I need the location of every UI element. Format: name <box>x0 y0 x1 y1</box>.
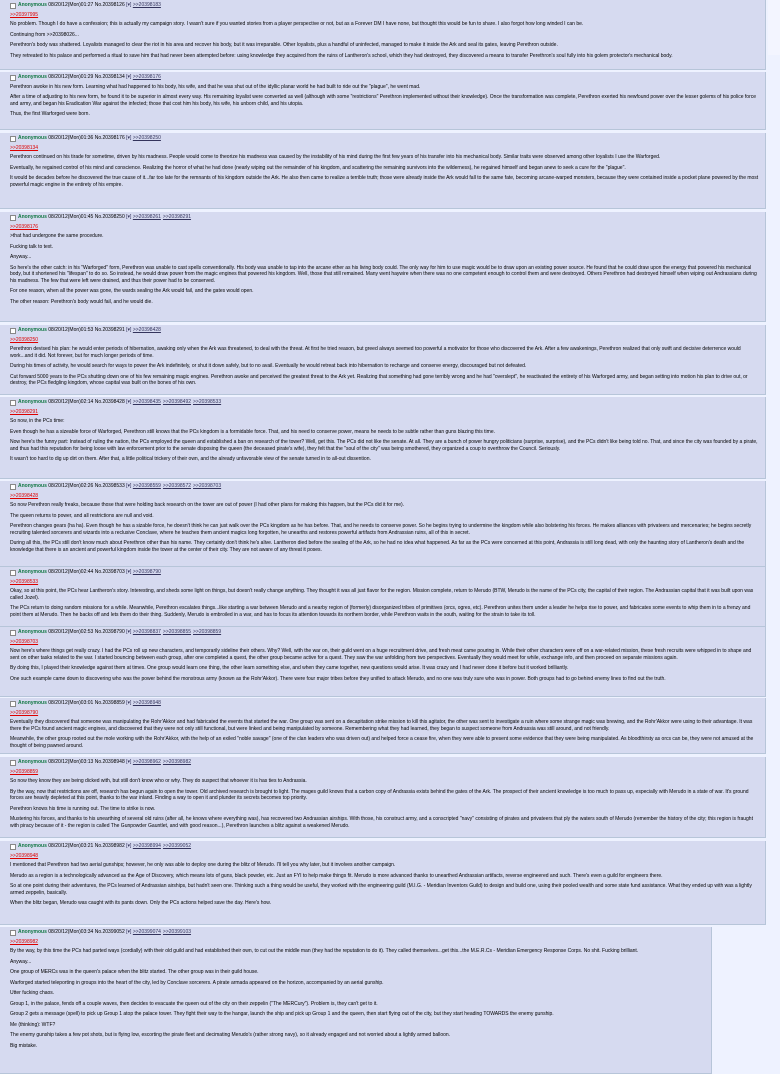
post-select-checkbox[interactable] <box>10 760 16 766</box>
post-paragraph: When the blitz began, Merudo was caught with its pants down. Only the PCs actions helped save the day. Here's how. <box>10 900 272 906</box>
post <box>0 927 712 1074</box>
poster-name: Anonymous <box>18 759 47 765</box>
backlink[interactable]: >>20398837 <box>132 629 161 635</box>
post-paragraph: Mustering his forces, and thanks to his unearthing of several old ruins (after all, he knows where everything was), has recovered two Andrassian airships. With those, his construct army, and a conscripted "navy" consisting of pirates and privateers that ply the waters south of Merudo (remember the history of the city; this region is fraught with piracy because of it - the region is called The Gunpowder Gauntlet, and with good reason...), Perethron launches a blitz against a weakened Merudo. <box>10 816 753 829</box>
post <box>0 627 766 697</box>
quote-link[interactable]: >>20398134 <box>10 144 39 151</box>
post-select-checkbox[interactable] <box>10 400 16 406</box>
post-paragraph: Perethron continued on his tirade for sometime, driven by his madness. People would come to theorize his madness was caused by the instability of his mind during the first few years of his transfer into his mechanical body. Similar traits were observed among other loyalists I use the Warforged. <box>10 154 661 160</box>
post-paragraph: So now Perethron really freaks, because those that were holding back research on the tower are out of power (I had other plans for making this happen, but the PCs did it for me). <box>10 502 405 508</box>
post-paragraph: During all this, the PCs still don't know much about Perethron other than his name. They certainly don't think he's alive. Lantheron died before the sealing of the Ark, so he had no idea what happened. As far as the PCs were concerned at this point, Andrassia is still long dead, with only the haunting story of Lantheron's death and the knowledge that there is an ancient and powerful kingdom inside the tower at the center of their city. They are not aware of any threat it poses. <box>10 540 745 553</box>
post-paragraph: So here's the other catch: in his "Warforged" form, Perethron was unable to cast spells conventionally. His body was unable to tap into the arcane ether as his living body could. The only way for him to use magic would be to draw upon an existing power source. He found that he could draw upon the energy that powered his mechanical body, but it shortened his "lifespan" to do so. So instead, he would draw power from the magic engines that powered his kingdom. Well, those that still remained. Many went haywire when there was no one competent enough to control them and were destroyed. Others Perethron had destroyed himself when wiping out Andrassians during his madness. The few that were left were drained, and thus their power had to be conserved. <box>10 264 757 284</box>
quote-link[interactable]: >>20397995 <box>10 11 39 18</box>
post-date: 08/20/12(Mon)02:14 <box>48 399 94 405</box>
post-date: 08/20/12(Mon)03:13 <box>48 759 94 765</box>
post-header <box>10 759 759 766</box>
post-select-checkbox[interactable] <box>10 136 16 142</box>
quote-link[interactable]: >>20398250 <box>10 336 39 343</box>
post-paragraph: Even though he has a sizeable force of Warforged, Perethron still knows that the PCs kingdom is a formidable force. That, and his need to conserve power, means he needs to be subtle rather than guns blazing this time. <box>10 428 495 435</box>
post-paragraph: For one reason, when all the power was gone, the wards sealing the Ark would fail, and the gates would open. <box>10 288 254 294</box>
quote-link[interactable]: >>20398703 <box>10 638 39 645</box>
post-menu-button[interactable]: [▾] <box>126 135 132 141</box>
backlink[interactable]: >>20398859 <box>193 629 222 635</box>
backlink[interactable]: >>20398176 <box>132 74 161 80</box>
backlink[interactable]: >>20399103 <box>162 929 192 935</box>
post-menu-button[interactable]: [▾] <box>126 759 132 765</box>
post-body <box>10 84 759 118</box>
post-paragraph: Eventually, he regained control of his mind and conscience. Realizing the horror of what he had done (nearly wiping out the remainder of his kingdom, and scattering the remaining survivors into the wilderness), he regained himself and began anew to seek a cure for the "plague". <box>10 164 626 171</box>
post-paragraph: So at one point during their adventures, the PCs learned of Andrassian airships, but hadn't seen one. Thinking such a thing would be useful, they worked with the engineering guild (M.I.G. - Meridian Inventors Guild) to design and build one, using their pooled wealth and some state fund assistance. What they ended up with was a lightly armed zeppelin, basically. <box>10 883 752 896</box>
post-paragraph: Warforged started teleporting in groups into the heart of the city, led by Conclave sorcerers. A pirate armada appeared on the horizon, accompanied by an aerial gunship. <box>10 979 384 986</box>
post-body <box>10 579 759 619</box>
poster-name: Anonymous <box>18 135 47 141</box>
post-paragraph: Me (thinking): WTF? <box>10 1021 56 1028</box>
backlink[interactable]: >>20398492 <box>162 399 192 405</box>
post-number[interactable]: No.20398428 <box>94 399 125 405</box>
backlink[interactable]: >>20398250 <box>132 135 161 141</box>
post-header <box>10 483 759 490</box>
post-date: 08/20/12(Mon)03:34 <box>48 929 94 935</box>
poster-name: Anonymous <box>18 700 47 706</box>
post-number[interactable]: No.20398134 <box>94 74 125 80</box>
post-select-checkbox[interactable] <box>10 701 16 707</box>
poster-name: Anonymous <box>18 399 47 405</box>
post-number[interactable]: No.20398948 <box>94 759 125 765</box>
post-select-checkbox[interactable] <box>10 215 16 221</box>
post <box>0 481 766 567</box>
post-date: 08/20/12(Mon)02:44 <box>48 569 94 575</box>
post-body <box>10 493 759 554</box>
post-paragraph: So now they know they are being dicked with, but still don't know who or why. They do suspect that whoever it is has ties to Andrassia. <box>10 778 307 784</box>
post-header <box>10 700 759 707</box>
poster-name: Anonymous <box>18 214 47 220</box>
post-paragraph: By the way, now that restrictions are off, research has begun again to open the tower. Old archived research is brought to light. The mages guild knows that a carbon copy of Andrassia exists behind the gates of the Ark. The prospect of their ancient knowledge is too much to pass up, especially with Merudo in a state of war. It's ground forces are heavily depleted at this point, thanks to the war inland. Finding a way to open it and plunder its secrets becomes top priority. <box>10 788 749 801</box>
post <box>0 698 766 754</box>
post-paragraph: Now here's the funny part: Instead of ruling the nation, the PCs employed the queen and established a ban on research of the tower? Well, get this. The PCs did not like the senate. At all. They are a bunch of power hungry politicians (surprise, surprise), and the PCs didn't like being told no. That, and since the city was founded by a pirate, and thus had this reputation for being loose with law enforcement prior to the senate disposing the queen (the deceased pirate's wife), they felt that the "soul of the city" was being smothered, they organized a coup to overthrow the Council. Seriously. <box>10 439 758 452</box>
backlink[interactable]: >>20398559 <box>132 483 161 489</box>
quote-link[interactable]: >>20398176 <box>10 223 39 230</box>
backlink[interactable]: >>20398533 <box>193 399 222 405</box>
post-body <box>10 224 759 306</box>
post-date: 08/20/12(Mon)01:45 <box>48 214 94 220</box>
post-date: 08/20/12(Mon)01:29 <box>48 74 94 80</box>
post-select-checkbox[interactable] <box>10 844 16 850</box>
post-paragraph: Meanwhile, the other group rooted out the mole working with the Rohr'Akkor, with the help of an exiled "noble savage" (one of the clan leaders who was driven out) and helped force a cease fire, when they were able to present some evidence that they were being manipulated. As bloodthirsty as orcs can be, they were not amused at the thought of being pawned around. <box>10 736 754 749</box>
post-menu-button[interactable]: [▾] <box>126 700 132 706</box>
post-paragraph: One group of MERCs was in the queen's palace when the blitz started. The other group was in their guild house. <box>10 969 259 975</box>
post-paragraph: The other reason: Perethron's body would fail, and he would die. <box>10 298 153 305</box>
post-menu-button[interactable]: [▾] <box>126 399 132 405</box>
poster-name: Anonymous <box>18 483 47 489</box>
post-body <box>10 409 759 463</box>
backlink[interactable]: >>20398855 <box>162 629 192 635</box>
post-paragraph: No problem. Though I do have a confession; this is actually my campaign story. I wasn't sure if you wanted stories from a player perspective or not, but as a Forever DM I have none, but thought this would be fun to share. I also forgot how long winded I can be. <box>10 21 584 27</box>
post-number[interactable]: No.20398176 <box>94 135 125 141</box>
post-select-checkbox[interactable] <box>10 328 16 334</box>
post-header <box>10 569 759 576</box>
post-body <box>10 639 759 683</box>
post <box>0 133 766 209</box>
post-number[interactable]: No.20398859 <box>94 700 125 706</box>
post-paragraph: Perethron's body was shattered. Loyalists managed to clear the riot in his area and recover his body, but it was irreparable. Other loyalists, plus a handful of uninfected, managed to make it inside the Ark and seal its gates, leaving Perethron outside. <box>10 42 558 48</box>
post-number[interactable]: No.20398790 <box>94 629 125 635</box>
post-menu-button[interactable]: [▾] <box>126 569 132 575</box>
post-paragraph: One such example came down to discovering who was the power behind the monstrous army (known as the Rohr'Akkor). There were four major tribes before they unified to attack Merudo, and no one was truly sure who was in power. Both groups had to go behind enemy lines to find out the truth. <box>10 675 666 682</box>
post-paragraph: Eventually they discovered that someone was manipulating the Rohr'Akkor and had fabricated the events that started the war. One group was sent on a decapitation strike mission to kill this agitator, the other was sent to investigate a ruin where some strange magic was brewing, and the Rohr'Akkor were using to their advantage. It was there the PCs found ancient magic engines, and discovered that they were not only still functional, but were linked and being manipulated by someone. Remembering what they had learned, they began to suspect someone from Andrassia was still around, and not friendly. <box>10 719 753 732</box>
backlink[interactable]: >>20398962 <box>132 759 161 765</box>
post-body <box>10 939 705 1050</box>
backlink[interactable]: >>20398183 <box>132 2 161 8</box>
post-paragraph: The enemy gunship takes a few pot shots, but is flying low, escorting the pirate fleet and decimating Merudo's (rather strong navy), so it already engaged and not worried about a lightly armed balloon. <box>10 1032 451 1038</box>
post-body <box>10 710 759 750</box>
post-paragraph: Continuing from >>20398026... <box>10 31 79 38</box>
post-header <box>10 929 705 936</box>
post-paragraph: Fucking talk to text. <box>10 243 54 250</box>
quote-link[interactable]: >>20398859 <box>10 768 39 775</box>
backlink[interactable]: >>20398790 <box>132 569 161 575</box>
post-number[interactable]: No.20398250 <box>94 214 125 220</box>
post <box>0 841 766 925</box>
post-select-checkbox[interactable] <box>10 930 16 936</box>
post-paragraph: Group 2 gets a message (spell) to pick up Group 1 atop the palace tower. They fight their way to the hangar, launch the ship and pick up Group 1 and the queen, then start flying out of the city, but they start heading TOWARDS the enemy gunship. <box>10 1011 554 1017</box>
post-menu-button[interactable]: [▾] <box>126 483 132 489</box>
post-select-checkbox[interactable] <box>10 3 16 9</box>
post-paragraph: I mentioned that Perethron had two aerial gunships; however, he only was able to deploy one during the blitz of Merudo. I'll tell you why later, but it involves another campaign. <box>10 862 396 868</box>
post-header <box>10 843 759 850</box>
post-paragraph: Cut forward 5000 years to the PCs shutting down one of his few remaining magic engines. Perethron awoke and perceived the greatest threat to the Ark yet. Realizing that something had gone terribly wrong and he had "overslept", he reactivated the entirety of his Warforged army, and began setting into motion his plan to drive out, or destroy, the PCs fledgling kingdom, whose capital was built on the bones of his own. <box>10 373 748 386</box>
post-select-checkbox[interactable] <box>10 630 16 636</box>
post-paragraph: The queen returns to power, and all restrictions are null and void. <box>10 512 154 519</box>
post-menu-button[interactable]: [▾] <box>126 214 132 220</box>
post-paragraph: >that had undergone the same procedure. <box>10 233 104 239</box>
post-header <box>10 214 759 221</box>
quote-link[interactable]: >>20398291 <box>10 408 39 415</box>
post-paragraph: Utter fucking chaos. <box>10 990 55 996</box>
post-paragraph: So now, in the PCs time: <box>10 418 65 424</box>
backlink[interactable]: >>20398982 <box>162 759 192 765</box>
post-paragraph: Anyway... <box>10 958 32 965</box>
post-menu-button[interactable]: [▾] <box>126 929 132 935</box>
poster-name: Anonymous <box>18 2 47 8</box>
post-paragraph: Merudo as a region is a technologically advanced as the Age of Discovery, which means lots of guns, black powder, etc. Just an FYI to help make things fit. Merudo is more advanced thanks to unearthed Andrassian artifacts, reverse engineered and such. There's even a guild for engineers there. <box>10 872 663 879</box>
post-paragraph: By doing this, I played their knowledge against them at times. One group would learn one thing, the other learn something else, and when they came together, new questions would arise. It was crazy and I had never done it before but it worked brilliantly. <box>10 665 569 671</box>
poster-name: Anonymous <box>18 74 47 80</box>
backlink[interactable]: >>20398703 <box>193 483 222 489</box>
post-menu-button[interactable]: [▾] <box>126 2 132 8</box>
post-paragraph: Big mistake. <box>10 1042 38 1049</box>
post-number[interactable]: No.20398291 <box>94 327 125 333</box>
post-body <box>10 145 759 189</box>
post-paragraph: They retreated to his palace and performed a ritual to save him that had never been attempted before: using knowledge they acquired from the ruins of Lantheron's school, which they had destroyed, they discovered a means to transfer Perethron's soul fully into his golem protector's mechanical body. <box>10 52 673 59</box>
quote-link[interactable]: >>20398948 <box>10 852 39 859</box>
backlink[interactable]: >>20398994 <box>132 843 161 849</box>
poster-name: Anonymous <box>18 843 47 849</box>
post <box>0 72 766 130</box>
backlink[interactable]: >>20398572 <box>162 483 192 489</box>
post-paragraph: Perethron devised his plan: he would enter periods of hibernation, awaking only when the Ark was threatened, to deal with the threat. At first he tried reason, but greed always seemed too powerful a motivator for those who discovered the Ark. After a few awakenings, Perethron realized that only swift and decisive deterrence would work...and it did. Not forever, but for much longer periods of time. <box>10 346 741 359</box>
post <box>0 757 766 838</box>
post-header <box>10 399 759 406</box>
quote-link[interactable]: >>20398428 <box>10 492 39 499</box>
backlink[interactable]: >>20398261 <box>132 214 161 220</box>
post <box>0 397 766 479</box>
post-body <box>10 769 759 830</box>
post-body <box>10 337 759 387</box>
post-select-checkbox[interactable] <box>10 75 16 81</box>
post-paragraph: Perethron knows his time is running out. The time to strike is now. <box>10 805 156 812</box>
post-header <box>10 135 759 142</box>
post-paragraph: It wasn't too hard to dig up dirt on them. After that, a little political trickery of their own, and the already unfavorable view of the senate turned in to all-out dissention. <box>10 456 371 462</box>
post-paragraph: Group 1, in the palace, fends off a couple waves, then decides to evacuate the queen out of the city on their zeppelin ("The MERCury"). Problem is, they can't get to it. <box>10 1000 378 1007</box>
post-paragraph: Anyway... <box>10 254 32 260</box>
post-body <box>10 853 759 907</box>
post-paragraph: The PCs return to doing random missions for a while. Meanwhile, Perethron escalates things...like starting a war between Merudo and a nearby region of (formerly) disorganized tribes of primitives (orcs, ogres, etc). Perethron unites them under a leader he helps rise to power, and fabricates some events to whip them in to a frenzy and point them at Merudo. Then he backs off and lets them do their thing. Suddenly, Merudo is embroiled in a war, and has to focus its attention towards its northern border, while Perethron waits in the south, waiting for the strain to take its toll. <box>10 605 751 618</box>
post-header <box>10 2 759 9</box>
backlink[interactable]: >>20399052 <box>162 843 192 849</box>
post-header <box>10 74 759 81</box>
post-date: 08/20/12(Mon)03:21 <box>48 843 94 849</box>
backlink[interactable]: >>20398435 <box>132 399 161 405</box>
post-number[interactable]: No.20398982 <box>94 843 125 849</box>
post <box>0 325 766 395</box>
poster-name: Anonymous <box>18 569 47 575</box>
post-paragraph: Perethron awoke in his new form. Learning what had happened to his body, his wife, and that he was shut out of the idyllic planar world he had built to ride out the "plague", he went mad. <box>10 83 421 90</box>
post-menu-button[interactable]: [▾] <box>126 629 132 635</box>
post-select-checkbox[interactable] <box>10 570 16 576</box>
post-date: 08/20/12(Mon)02:26 <box>48 483 94 489</box>
post-number[interactable]: No.20398533 <box>94 483 125 489</box>
post-number[interactable]: No.20398703 <box>94 569 125 575</box>
post <box>0 212 766 322</box>
backlink[interactable]: >>20398428 <box>132 327 161 333</box>
post-menu-button[interactable]: [▾] <box>126 327 132 333</box>
post <box>0 0 766 70</box>
post-menu-button[interactable]: [▾] <box>126 74 132 80</box>
post-header <box>10 629 759 636</box>
poster-name: Anonymous <box>18 327 47 333</box>
post-paragraph: It would be decades before he discovered the true cause of it...far too late for the remnants of his kingdom outside the Ark. He also then came to realize a terrible truth; those were already inside the Ark would fall to the same fate, becoming arcane-warped monsters, because they were contained inside a pocket plane powered by the most powerful magic engine in the entirety of his empire. <box>10 175 759 188</box>
backlink[interactable]: >>20398948 <box>132 700 161 706</box>
post-date: 08/20/12(Mon)02:53 <box>48 629 94 635</box>
post-body <box>10 12 759 60</box>
post-date: 08/20/12(Mon)03:01 <box>48 700 94 706</box>
quote-link[interactable]: >>20398982 <box>10 938 39 945</box>
backlink[interactable]: >>20398291 <box>162 214 192 220</box>
post-paragraph: By the way, by this time the PCs had parted ways (cordially) with their old guild and had established their own, to cut out the middle man (they had the reputation to do it). They called themselves...get this...the M.E.R.Cs - Meridian Emergency Response Corps. No shit. Fucking brilliant. <box>10 948 639 954</box>
post-paragraph: Thus, the first Warforged were born. <box>10 111 90 117</box>
post-paragraph: Now here's where things get really crazy. I had the PCs roll up new characters, and temporarily sideline their others. Why? Well, with the war on, their guild went on a huge recruitment drive, and fresh meat came pouring in. While their other characters were off on a war-related mission, these fresh recruits were whipped in to shape and sent on other tasks related to the war. I started bouncing between each group, after one completed a quest, the other group became active for a quest. They saw the war unfolding from two perspectives. Eventually they would meet for while, exchange info, and then proceed on separate missions again. <box>10 648 752 661</box>
post-paragraph: During his times of activity, he would search for ways to power the Ark indefinitely, or shut it down safely, but to no avail. Eventually he would retreat back into hibernation to recharge and conserve energy, discouraged but not defeated. <box>10 363 527 369</box>
backlink[interactable]: >>20399074 <box>132 929 161 935</box>
poster-name: Anonymous <box>18 929 47 935</box>
post-header <box>10 327 759 334</box>
post-paragraph: After a time of adjusting to his new form, he found it to be superior in almost every way. His remaining loyalist were converted as well (although with some "restrictions" Perethron implemented without their knowledge). Once the transformation was complete, Perethron exerted his newfound power over the lesser golems of his police force and army, and began his Eradication War against the infected; those that cost him his body, his wife, his unborn child, and his utopia. <box>10 94 757 107</box>
post-number[interactable]: No.20399052 <box>94 929 125 935</box>
post-paragraph: Perethron changes gears (ha ha). Even though he has a sizable force, he doesn't think he can just walk over the PCs kingdom as he has before. That, and he needs to conserve power. So he begins trying to undermine the kingdom while also bolstering his forces. He makes alliances with privateers and mercenaries; he begins secretly recruiting talented sorcerers and wizards into a reclusive Conclave, where he teaches them ancient magics long forgotten, he unearths and restores powerful artifacts from Andrassian ruins, all of this in secret. <box>10 523 752 536</box>
poster-name: Anonymous <box>18 629 47 635</box>
post-select-checkbox[interactable] <box>10 484 16 490</box>
post-date: 08/20/12(Mon)01:36 <box>48 135 94 141</box>
quote-link[interactable]: >>20398790 <box>10 709 39 716</box>
post-menu-button[interactable]: [▾] <box>126 843 132 849</box>
page-margin <box>768 0 780 55</box>
post <box>0 567 766 627</box>
post-date: 08/20/12(Mon)01:53 <box>48 327 94 333</box>
quote-link[interactable]: >>20398533 <box>10 578 39 585</box>
post-date: 08/20/12(Mon)01:27 <box>48 2 94 8</box>
post-number[interactable]: No.20398126 <box>94 2 125 8</box>
post-paragraph: Okay, so at this point, the PCs hear Lantheron's story. Interesting, and sheds some light on things, but doesn't really change anything. They thought it was all just flavor for the region. Mission complete, return to Merudo (BTW, Merudo is the name of the PCs city, the capital of their region. The Andrassian capital that it was built upon was called Jozel). <box>10 588 754 601</box>
